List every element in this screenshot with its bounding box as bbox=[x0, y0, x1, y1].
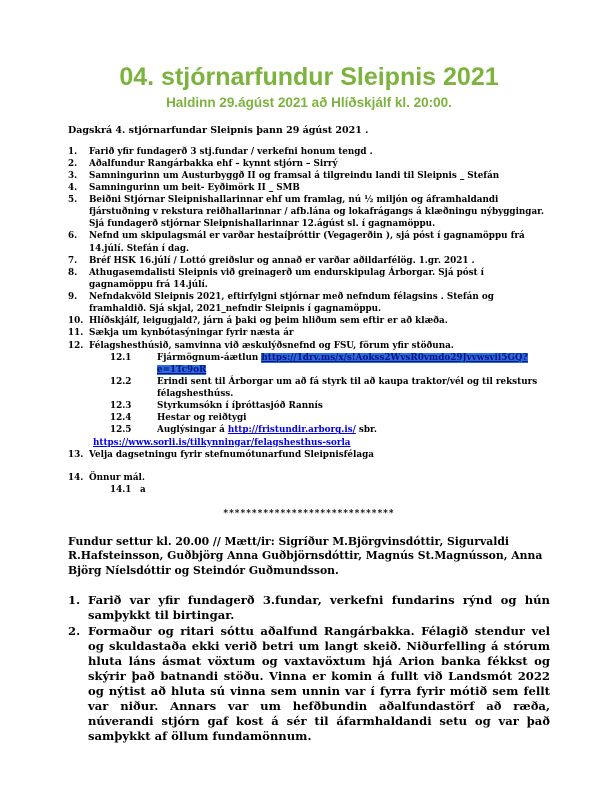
minutes-item-text: Farið var yfir fundagerð 3.fundar, verkefni fundarins rýnd og hún samþykkt til birtingar. bbox=[88, 592, 550, 622]
agenda-item-text: Nefnd um skipulagsmál er varðar hestaíþróttir (Vegagerðin ), sjá póst í gagnamöppu frá 14.júlí. Stefán í dag. bbox=[89, 231, 525, 254]
page-subtitle: Haldinn 29.ágúst 2021 að Hlíðskjálf kl. 20:00. bbox=[166, 94, 452, 110]
agenda-item-9 bbox=[68, 291, 550, 315]
agenda-subitem-12-5 bbox=[110, 424, 550, 436]
agenda-subitem-text: Styrkumsókn í íþróttasjóð Rannís bbox=[157, 401, 323, 412]
agenda-item-number: 7. bbox=[68, 255, 78, 266]
agenda-subitem-12-4 bbox=[110, 412, 550, 424]
agenda-item-text: Farið yfir fundagerð 3 stj.fundar / verkefni honum tengd . bbox=[89, 146, 373, 157]
agenda-item-number: 3. bbox=[68, 170, 78, 181]
agenda-item-text: Nefndakvöld Sleipnis 2021, eftirfylgni stjórnar með nefndum félagsins . Stefán og framhaldið. Sjá skjal, 2021_nefndir Sleipnis í gagnamöppu. bbox=[89, 292, 494, 315]
subitem-12-5-prefix: Auglýsingar á bbox=[157, 425, 228, 436]
agenda-subitem-number: 12.3 bbox=[110, 401, 132, 412]
agenda-subitem-text bbox=[157, 352, 550, 376]
agenda-subitem-number: 12.1 bbox=[110, 352, 132, 363]
page-title: 04. stjórnarfundur Sleipnis 2021 bbox=[119, 63, 499, 91]
agenda-item-2 bbox=[68, 158, 550, 170]
agenda-item-number: 4. bbox=[68, 182, 78, 193]
agenda-item-number: 5. bbox=[68, 195, 78, 205]
spacer bbox=[68, 461, 550, 472]
agenda-item-text: Athugasemdalisti Sleipnis við greinagerð um endurskipulag Árborgar. Sjá póst í gagnamöppu frá 14.júlí. bbox=[89, 267, 485, 290]
agenda-item-text: Samningurinn um beit- Eyðimörk II _ SMB bbox=[89, 182, 300, 193]
agenda-item-text: Félagshesthúsið, samvinna við æskulýðsnefnd og FSU, förum yfir stöðuna. bbox=[89, 340, 454, 351]
agenda-item-8 bbox=[68, 267, 550, 291]
agenda-list bbox=[68, 146, 550, 497]
agenda-item-number: 8. bbox=[68, 267, 78, 278]
subitem-12-5-suffix: sbr. bbox=[355, 425, 377, 436]
agenda-subitem-text: Hestar og reiðtygi bbox=[157, 413, 247, 424]
agenda-subitem-number: 12.4 bbox=[110, 413, 132, 424]
agenda-item-13 bbox=[68, 449, 550, 461]
agenda-item-12 bbox=[68, 340, 550, 352]
agenda-item-text: Aðalfundur Rangárbakka ehf – kynnt stjórn – Sirrý bbox=[89, 158, 338, 169]
agenda-item-3 bbox=[68, 170, 550, 182]
minutes-item-2 bbox=[68, 624, 550, 745]
agenda-subitem-12-1 bbox=[110, 352, 550, 376]
agenda-item-11 bbox=[68, 327, 550, 339]
agenda-subitem-text: a bbox=[140, 484, 146, 495]
agenda-subitem-text: Erindi sent til Árborgar um að fá styrk til að kaupa traktor/vél og til reksturs félagshesthúss. bbox=[157, 376, 538, 399]
attendance-paragraph: Fundur settur kl. 20.00 // Mætt/ir: Sigríður M.Björgvinsdóttir, Sigurvaldi R.Hafsteinsson, Guðbjörg Anna Guðbjörnsdóttir, Magnús St.Magnússon, Anna Björg Níelsdóttir og Steindór Guðmundsson. bbox=[68, 535, 543, 577]
agenda-item-number: 14. bbox=[68, 472, 84, 483]
agenda-item-number: 2. bbox=[68, 158, 78, 169]
fristundir-arborg-link[interactable]: http://fristundir.arborg.is/ bbox=[227, 425, 356, 436]
agenda-item-6 bbox=[68, 230, 550, 254]
agenda-item-4 bbox=[68, 182, 550, 194]
agenda-item-text: Sækja um kynbótasýningar fyrir næsta ár bbox=[89, 328, 294, 339]
agenda-item-10 bbox=[68, 315, 550, 327]
agenda-subitem-number: 12.5 bbox=[110, 425, 132, 436]
onedrive-finance-plan-link[interactable]: https://1drv.ms/x/s!Aokss2WvsR0vmdo29Jvvwsvii5GQ?e=1Tc9oR bbox=[157, 352, 528, 375]
agenda-item-text: Önnur mál. bbox=[89, 472, 145, 483]
agenda-heading: Dagskrá 4. stjórnarfundar Sleipnis þann 29 ágúst 2021 . bbox=[68, 124, 369, 136]
minutes-list bbox=[68, 593, 550, 745]
agenda-item-number: 13. bbox=[68, 449, 84, 460]
agenda-subitem-text bbox=[157, 424, 550, 436]
agenda-item-text: Velja dagsetningu fyrir stefnumótunarfund Sleipnisfélaga bbox=[89, 449, 374, 460]
agenda-subitem-number: 14.1 bbox=[110, 484, 132, 495]
sorli-felagshesthus-link[interactable]: https://www.sorli.is/tilkynningar/felagshesthus-sorla bbox=[93, 437, 351, 448]
agenda-item-text: Samningurinn um Austurbyggð II og framsal á tilgreindu landi til Sleipnis _ Stefán bbox=[89, 170, 500, 181]
asterisk-separator: ****************************** bbox=[223, 509, 395, 519]
minutes-item-1 bbox=[68, 593, 550, 623]
agenda-item-1 bbox=[68, 146, 550, 158]
agenda-item-text: Bréf HSK 16.júlí / Lottó greiðslur og annað er varðar aðildarfélög. 1.gr. 2021 . bbox=[89, 255, 475, 266]
agenda-item-text: Hlíðskjálf, leigugjald?, járn á þaki og þeim hliðum sem eftir er að klæða. bbox=[89, 316, 448, 327]
agenda-item-number: 1. bbox=[68, 146, 78, 157]
agenda-item-5 bbox=[68, 194, 550, 230]
agenda-item-number: 12. bbox=[68, 340, 84, 351]
minutes-item-number: 2. bbox=[68, 623, 81, 638]
agenda-subitem-12-2 bbox=[110, 376, 550, 400]
agenda-subitem-14-1 bbox=[110, 484, 550, 496]
minutes-item-text: Formaður og ritari sóttu aðalfund Rangárbakka. Félagið stendur vel og skuldastaða ekki verið betri um langt skeið. Niðurfelling á stórum hluta láns ásmat vöxtum og vaxtavöxtum hjá Arion banka fékkst og skýrir það batnandi stöðu. Vinna er komin á fullt við Landsmót 2022 og nýtist að hluta sú vinna sem unnin var í fyrra fyrir mótið sem fellt var niður. Annars var um hefðbundin aðalfundastörf að ræða, núverandi stjórn gaf kost á sér til áfarmhaldandi setu og var það samþykkt af öllum fundamönnum. bbox=[88, 623, 550, 744]
agenda-item-14 bbox=[68, 472, 550, 484]
agenda-subitem-12-5-continuation bbox=[93, 437, 550, 449]
agenda-item-number: 6. bbox=[68, 231, 78, 242]
agenda-item-text: Beiðni Stjórnar Sleipnishallarinnar ehf um framlag, nú ½ miljón og áframhaldandi fjárstuðning v rekstura reiðhallarinnar / afb.lána og lokafrágangs á klæðningu nýbyggingar. Sjá fundagerð stjórnar Sleipnishallarinnar 12.ágúst sl. í gagnamöppu. bbox=[89, 195, 545, 230]
agenda-item-number: 11. bbox=[68, 328, 84, 339]
agenda-item-number: 9. bbox=[68, 292, 78, 302]
agenda-item-7 bbox=[68, 255, 550, 267]
minutes-item-number: 1. bbox=[68, 592, 81, 607]
agenda-item-number: 10. bbox=[68, 316, 84, 327]
subitem-12-1-prefix: Fjármögnum-áætlun bbox=[157, 352, 262, 363]
agenda-subitem-number: 12.2 bbox=[110, 376, 132, 387]
agenda-subitem-12-3 bbox=[110, 400, 550, 412]
